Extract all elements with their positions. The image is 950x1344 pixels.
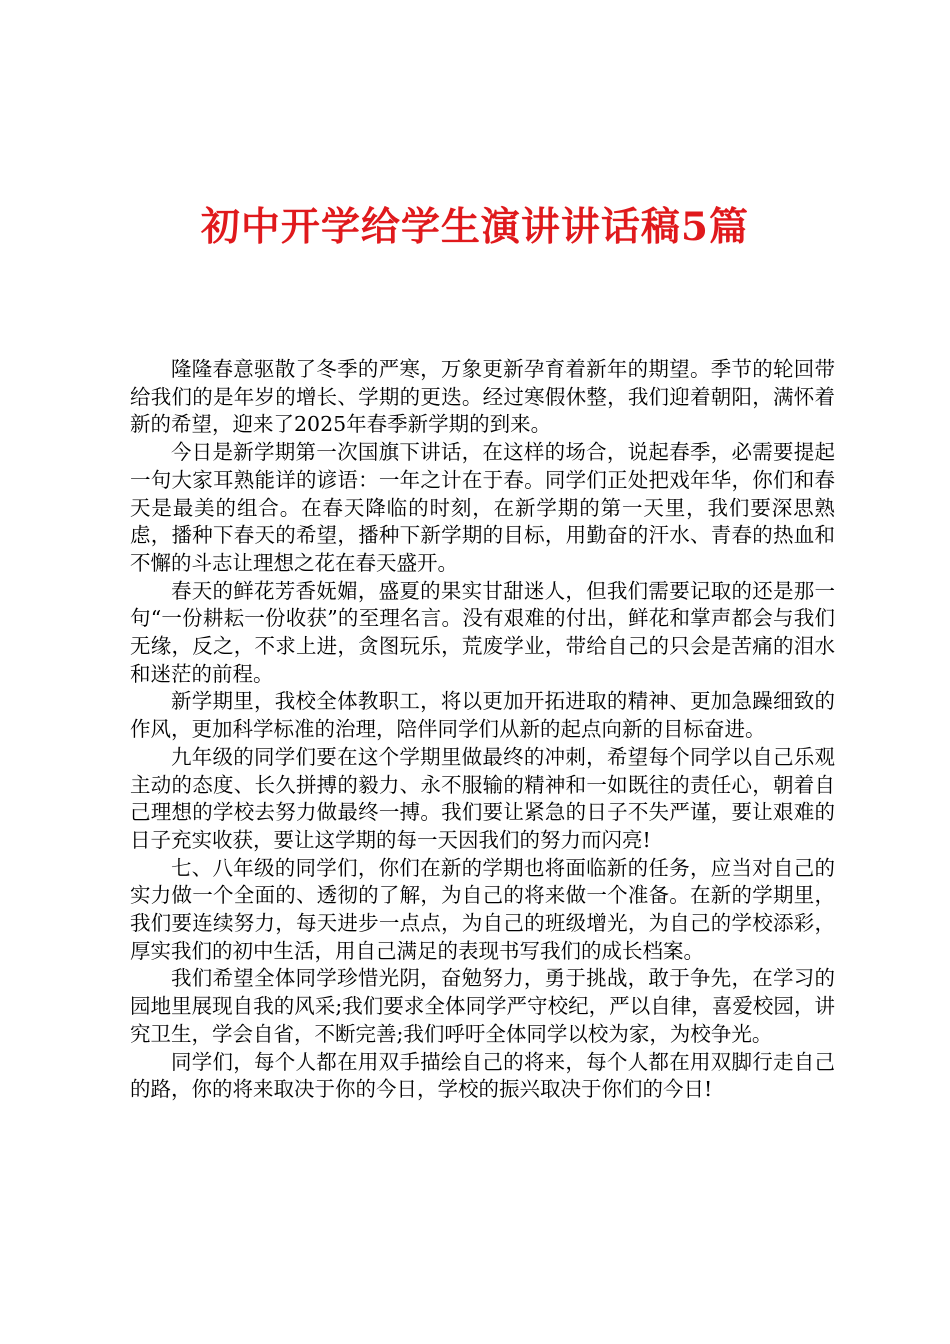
paragraph: 春天的鲜花芳香妩媚，盛夏的果实甘甜迷人，但我们需要记取的还是那一句“一份耕耘一份收获”的至理名言。没有艰难的付出，鲜花和掌声都会与我们无缘，反之，不求上进，贪图玩乐，荒废学业，带给自己的只会是苦痛的泪水和迷茫的前程。 bbox=[130, 578, 835, 686]
paragraph: 九年级的同学们要在这个学期里做最终的冲刺，希望每个同学以自己乐观主动的态度、长久拼搏的毅力、永不服输的精神和一如既往的责任心，朝着自己理想的学校去努力做最终一搏。我们要让紧急的日子不失严谨，要让艰难的日子充实收获，要让这学期的每一天因我们的努力而闪亮! bbox=[130, 744, 835, 852]
paragraph: 新学期里，我校全体教职工，将以更加开拓进取的精神、更加急躁细致的作风，更加科学标准的治理，陪伴同学们从新的起点向新的目标奋进。 bbox=[130, 689, 835, 742]
paragraph: 我们希望全体同学珍惜光阴，奋勉努力，勇于挑战，敢于争先，在学习的园地里展现自我的风采;我们要求全体同学严守校纪，严以自律，喜爱校园，讲究卫生，学会自省，不断完善;我们呼吁全体同学以校为家，为校争光。 bbox=[130, 966, 835, 1046]
document-body bbox=[130, 356, 835, 1104]
paragraph: 七、八年级的同学们，你们在新的学期也将面临新的任务，应当对自己的实力做一个全面的、透彻的了解，为自己的将来做一个准备。在新的学期里，我们要连续努力，每天进步一点点，为自己的班级增光，为自己的学校添彩，厚实我们的初中生活，用自己满足的表现书写我们的成长档案。 bbox=[130, 855, 835, 963]
paragraph: 今日是新学期第一次国旗下讲话，在这样的场合，说起春季，必需要提起一句大家耳熟能详的谚语：一年之计在于春。同学们正处把戏年华，你们和春天是最美的组合。在春天降临的时刻，在新学期的第一天里，我们要深思熟虑，播种下春天的希望，播种下新学期的目标，用勤奋的汗水、青春的热血和不懈的斗志让理想之花在春天盛开。 bbox=[130, 440, 835, 575]
paragraph: 同学们，每个人都在用双手描绘自己的将来，每个人都在用双脚行走自己的路，你的将来取决于你的今日，学校的振兴取决于你们的今日! bbox=[130, 1049, 835, 1102]
paragraph: 隆隆春意驱散了冬季的严寒，万象更新孕育着新年的期望。季节的轮回带给我们的是年岁的增长、学期的更迭。经过寒假休整，我们迎着朝阳，满怀着新的希望，迎来了2025年春季新学期的到来。 bbox=[130, 357, 835, 437]
document-title: 初中开学给学生演讲讲话稿5篇 bbox=[200, 204, 750, 250]
